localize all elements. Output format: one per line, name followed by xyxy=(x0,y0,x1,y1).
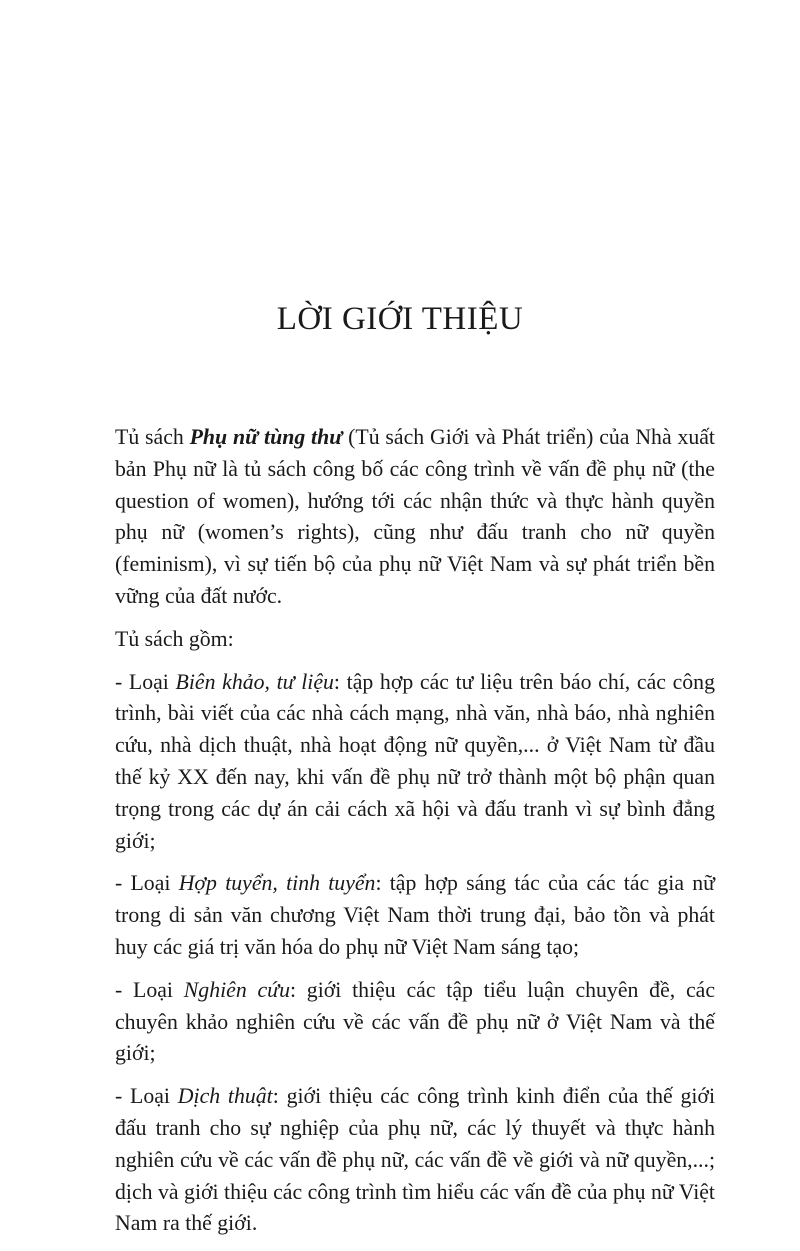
category-item xyxy=(115,667,715,858)
intro-prefix: Tủ sách xyxy=(115,425,190,449)
category-name: Biên khảo, tư liệu xyxy=(175,669,334,694)
category-name: Nghiên cứu xyxy=(183,977,290,1002)
category-prefix: - Loại xyxy=(115,1084,178,1109)
category-prefix: - Loại xyxy=(115,669,176,694)
category-item xyxy=(115,868,715,963)
list-heading: Tủ sách gồm: xyxy=(115,626,234,651)
category-text: : tập hợp các tư liệu trên báo chí, các công trình, bài viết của các nhà cách mạng, nhà văn, nhà báo, nhà nghiên cứu, nhà dịch thuật, nhà hoạt động nữ quyền,... ở Việt Nam từ đầu thế kỷ XX đến nay, khi vấn đề phụ nữ trở thành một bộ phận quan trọng trong các dự án cải cách xã hội và đấu tranh vì sự bình đẳng giới; xyxy=(115,669,715,853)
intro-text: (Tủ sách Giới và Phát triển) của Nhà xuất bản Phụ nữ là tủ sách công bố các công trình về vấn đề phụ nữ (the question of women), hướng tới các nhận thức và thực hành quyền phụ nữ (women’s rights), cũng như đấu tranh cho nữ quyền (feminism), vì sự tiến bộ của phụ nữ Việt Nam và sự phát triển bền vững của đất nước. xyxy=(115,425,715,608)
series-name: Phụ nữ tùng thư xyxy=(189,425,343,449)
category-prefix: - Loại xyxy=(115,871,179,896)
category-text: : tập hợp sáng tác của các tác gia nữ trong di sản văn chương Việt Nam thời trung đại, bảo tồn và phát huy các giá trị văn hóa do phụ nữ Việt Nam sáng tạo; xyxy=(115,871,715,959)
intro-paragraph xyxy=(115,422,715,613)
category-item xyxy=(115,1081,715,1240)
category-name: Dịch thuật xyxy=(177,1084,273,1109)
category-text: : giới thiệu các tập tiểu luận chuyên đề, các chuyên khảo nghiên cứu về các vấn đề phụ nữ ở Việt Nam và thế giới; xyxy=(115,977,715,1066)
page-body xyxy=(115,422,715,1251)
category-name: Hợp tuyển, tinh tuyển xyxy=(178,871,376,896)
category-prefix: - Loại xyxy=(115,977,184,1002)
page-title: LỜI GIỚI THIỆU xyxy=(276,301,524,337)
category-item xyxy=(115,975,715,1070)
category-text: : giới thiệu các công trình kinh điển của thế giới đấu tranh cho sự nghiệp của phụ nữ, các lý thuyết và thực hành nghiên cứu về các vấn đề phụ nữ, các vấn đề về giới và nữ quyền,...; dịch và giới thiệu các công trình tìm hiểu các vấn đề của phụ nữ Việt Nam ra thế giới. xyxy=(115,1084,715,1236)
